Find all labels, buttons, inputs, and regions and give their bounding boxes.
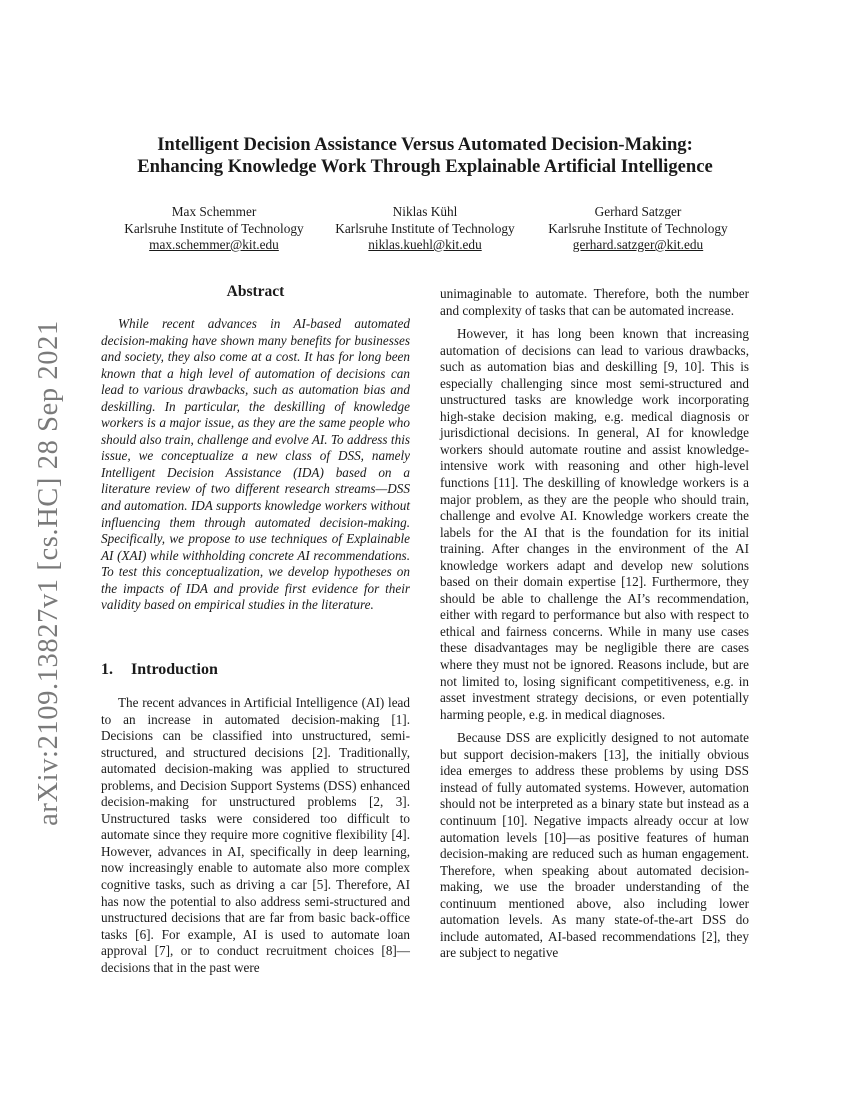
author-email[interactable]: niklas.kuehl@kit.edu bbox=[368, 237, 482, 252]
arxiv-identifier: arXiv:2109.13827v1 [cs.HC] 28 Sep 2021 bbox=[33, 320, 64, 826]
author-block bbox=[118, 204, 310, 254]
paragraph-continuation: unimaginable to automate. Therefore, both the number and complexity of tasks that can be automated increase. bbox=[440, 286, 749, 318]
author-affiliation: Karlsruhe Institute of Technology bbox=[335, 220, 515, 236]
author-name: Max Schemmer bbox=[171, 204, 257, 219]
paper-title bbox=[100, 134, 750, 178]
paragraph: Because DSS are explicitly designed to not automate but support decision-makers [13], the initially obvious idea emerges to address these problems by using DSS instead of fully automated systems. However, automation should not be interpreted as a binary state but instead as a continuum [10]. Negative impacts already occur at low automation levels [10]—as positive features of human decision-making are reduced such as human engagement. Therefore, when speaking about automated decision-making, we use the broader understanding of the continuum mentioned above, also including lower automation levels. As many state-of-the-art DSS do include automated, AI-based recommendations [2], they are subject to negative bbox=[440, 730, 749, 961]
author-affiliation: Karlsruhe Institute of Technology bbox=[548, 220, 728, 236]
paragraph: The recent advances in Artificial Intelligence (AI) lead to an increase in automated decision-making [1]. Decisions can be classified into unstructured, semi-structured, and structured decisions [2]. Traditionally, automated decision-making was applied to structured problems, and Decision Support Systems (DSS) enhanced decision-making for unstructured problems [2, 3]. Unstructured tasks were considered too difficult to automate since they require more cognitive flexibility [4]. However, advances in AI, specifically in deep learning, now increasingly enable to automate also more complex cognitive tasks, such as driving a car [5]. Therefore, AI has now the potential to also address semi-structured and unstructured decisions that are far from basic back-office tasks [6]. For example, AI is used to automate loan approval [7], or to conduct recruitment choices [8]—decisions that in the past were bbox=[101, 695, 410, 975]
section-heading-introduction bbox=[101, 661, 218, 679]
author-email[interactable]: gerhard.satzger@kit.edu bbox=[572, 237, 704, 252]
author-affiliation: Karlsruhe Institute of Technology bbox=[124, 220, 304, 236]
abstract-text: While recent advances in AI-based automated decision-making have shown many benefits for businesses and society, they also come at a cost. It has for long been known that a high level of automation of decisions can lead to various drawbacks, such as automation bias and deskilling. In particular, the deskilling of knowledge workers is a major issue, as they are the same people who should also train, challenge and evolve AI. To address this issue, we conceptualize a new class of DSS, namely Intelligent Decision Assistance (IDA) based on a literature review of two different research streams—DSS and automation. IDA supports knowledge workers without influencing them through automated decision-making. Specifically, we propose to use techniques of Explainable AI (XAI) while withholding concrete AI recommendations. To test this conceptualization, we develop hypotheses on the impacts of IDA and provide first evidence for their validity based on empirical studies in the literature. bbox=[101, 316, 410, 613]
paper-title-line-1: Intelligent Decision Assistance Versus Automated Decision-Making: bbox=[157, 134, 693, 155]
abstract-heading: Abstract bbox=[226, 283, 285, 300]
author-block bbox=[328, 204, 522, 254]
section-title: Introduction bbox=[131, 661, 218, 678]
author-name: Niklas Kühl bbox=[392, 204, 458, 219]
paragraph: However, it has long been known that increasing automation of decisions can lead to various drawbacks, such as automation bias and deskilling [9, 10]. This is especially challenging since most semi-structured and unstructured tasks are knowledge work incorporating high-stake decision making, e.g. medical diagnosis or jurisdictional decisions. In general, AI for knowledge workers should automate routine and assist knowledge-intensive work with reasoning and other high-level functions [11]. The deskilling of knowledge workers is a major problem, as they are the people who should train, challenge and evolve AI. Knowledge workers create the labels for the AI that is the foundation for its initial training. After changes in the environment of the AI knowledge workers adapt and develop new solutions based on their domain expertise [12]. Furthermore, they should be able to challenge the AI’s recommendation, either with regard to performance but also with respect to ethical and fairness concerns. While in many use cases these disadvantages may be negligible there are cases where they must not be ignored. Reasons include, but are not limited to, losing significant competitiveness, e.g. in asset investment strategy decisions, or even potentially harming people, e.g. in medical diagnoses. bbox=[440, 326, 749, 722]
paper-title-line-2: Enhancing Knowledge Work Through Explainable Artificial Intelligence bbox=[137, 156, 713, 177]
author-email[interactable]: max.schemmer@kit.edu bbox=[149, 237, 279, 252]
author-name: Gerhard Satzger bbox=[594, 204, 682, 219]
author-block bbox=[541, 204, 735, 254]
section-number: 1. bbox=[101, 661, 113, 678]
introduction-left-column bbox=[101, 695, 410, 976]
abstract-body bbox=[101, 316, 410, 614]
introduction-right-column bbox=[440, 286, 749, 962]
